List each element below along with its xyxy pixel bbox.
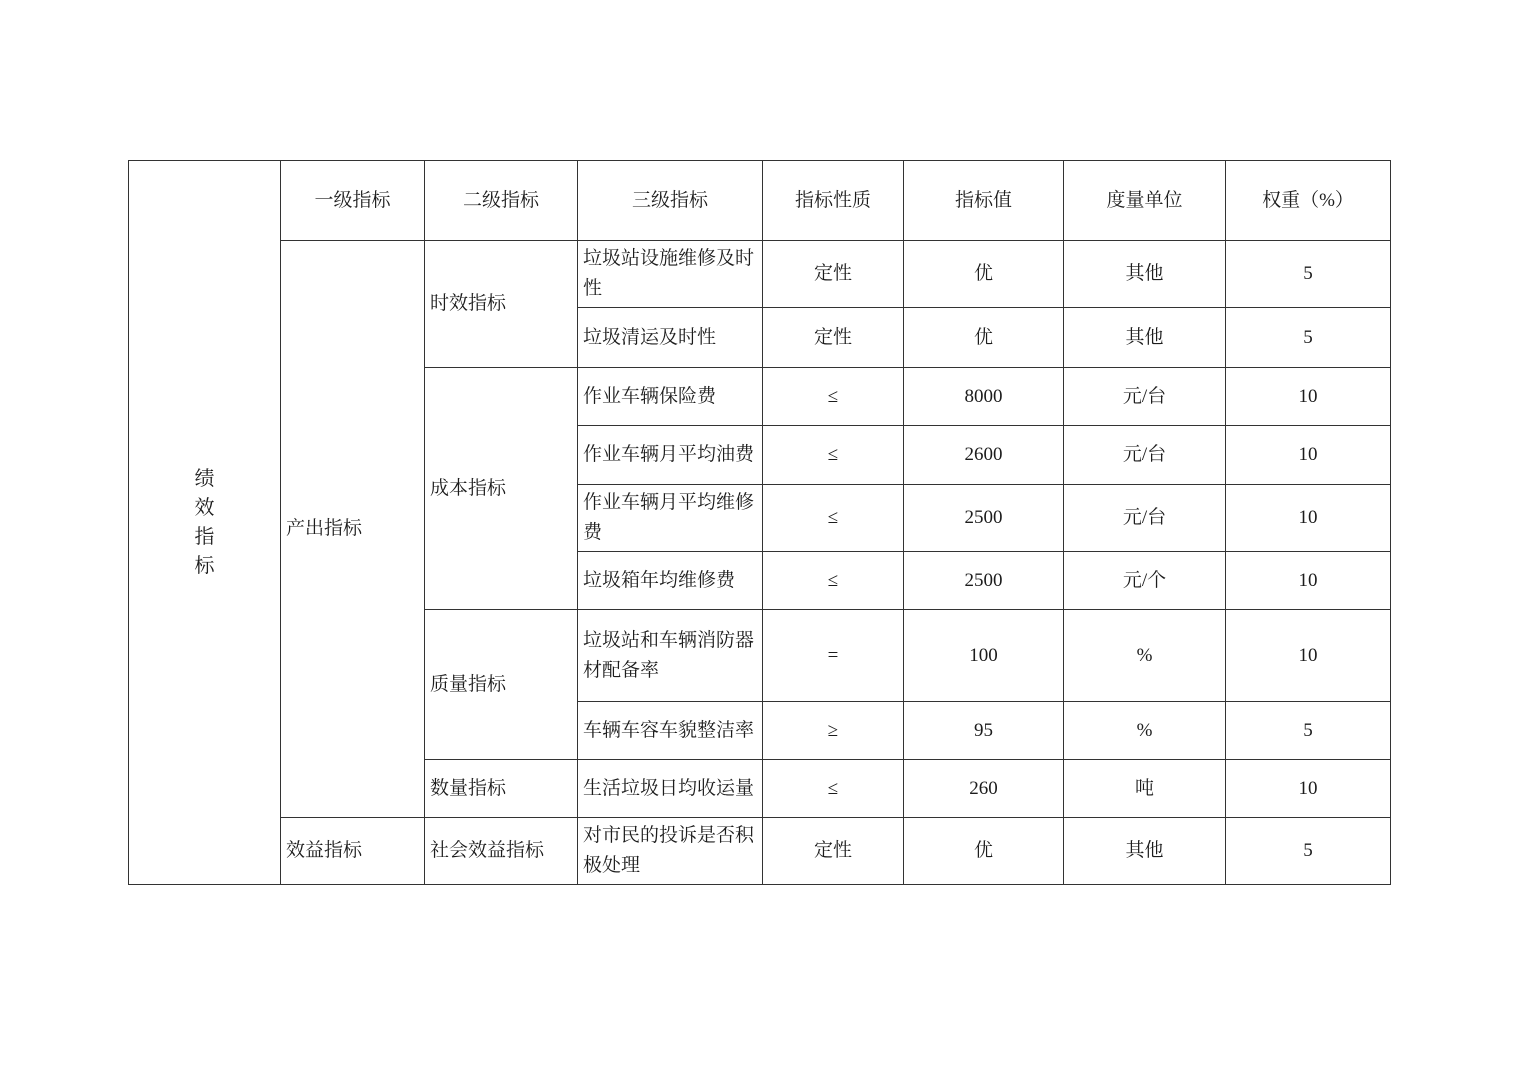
cell-value: 2600 xyxy=(904,426,1064,485)
cell-nature: = xyxy=(763,610,904,702)
cell-value: 2500 xyxy=(904,485,1064,552)
cell-unit: 元/个 xyxy=(1064,552,1226,610)
cell-nature: ≥ xyxy=(763,702,904,760)
cell-level2: 时效指标 xyxy=(425,241,578,368)
header-cell-value: 指标值 xyxy=(904,161,1064,241)
header-cell-weight: 权重（%） xyxy=(1226,161,1391,241)
cell-nature: 定性 xyxy=(763,308,904,368)
cell-weight: 5 xyxy=(1226,818,1391,885)
cell-value: 优 xyxy=(904,241,1064,308)
indicator-table-body xyxy=(129,161,1391,885)
cell-value: 优 xyxy=(904,308,1064,368)
cell-value: 优 xyxy=(904,818,1064,885)
cell-level3: 车辆车容车貌整洁率 xyxy=(578,702,763,760)
cell-unit: 其他 xyxy=(1064,818,1226,885)
cell-weight: 10 xyxy=(1226,485,1391,552)
cell-nature: ≤ xyxy=(763,552,904,610)
cell-level1: 产出指标 xyxy=(281,241,425,818)
cell-unit: 元/台 xyxy=(1064,368,1226,426)
cell-unit: % xyxy=(1064,610,1226,702)
cell-weight: 10 xyxy=(1226,426,1391,485)
group-label-cell xyxy=(129,161,281,885)
cell-level3: 垃圾清运及时性 xyxy=(578,308,763,368)
cell-nature: ≤ xyxy=(763,426,904,485)
performance-indicator-table xyxy=(128,160,1391,885)
cell-level3: 垃圾站设施维修及时性 xyxy=(578,241,763,308)
cell-nature: 定性 xyxy=(763,818,904,885)
cell-unit: 其他 xyxy=(1064,241,1226,308)
cell-value: 95 xyxy=(904,702,1064,760)
cell-level3: 作业车辆月平均维修费 xyxy=(578,485,763,552)
cell-level2: 质量指标 xyxy=(425,610,578,760)
header-row xyxy=(129,161,1391,241)
cell-weight: 5 xyxy=(1226,308,1391,368)
cell-value: 100 xyxy=(904,610,1064,702)
header-cell-level2: 二级指标 xyxy=(425,161,578,241)
header-cell-level1: 一级指标 xyxy=(281,161,425,241)
cell-weight: 10 xyxy=(1226,552,1391,610)
cell-unit: 元/台 xyxy=(1064,485,1226,552)
cell-unit: 吨 xyxy=(1064,760,1226,818)
cell-level3: 生活垃圾日均收运量 xyxy=(578,760,763,818)
cell-level2: 社会效益指标 xyxy=(425,818,578,885)
cell-unit: % xyxy=(1064,702,1226,760)
cell-level3: 垃圾站和车辆消防器材配备率 xyxy=(578,610,763,702)
cell-level3: 垃圾箱年均维修费 xyxy=(578,552,763,610)
cell-value: 2500 xyxy=(904,552,1064,610)
cell-weight: 5 xyxy=(1226,241,1391,308)
cell-nature: ≤ xyxy=(763,368,904,426)
header-cell-nature: 指标性质 xyxy=(763,161,904,241)
cell-weight: 10 xyxy=(1226,760,1391,818)
group-label: 绩效指标 xyxy=(194,467,215,577)
cell-level3: 对市民的投诉是否积极处理 xyxy=(578,818,763,885)
cell-level3: 作业车辆保险费 xyxy=(578,368,763,426)
cell-nature: 定性 xyxy=(763,241,904,308)
cell-level2: 成本指标 xyxy=(425,368,578,610)
cell-level1: 效益指标 xyxy=(281,818,425,885)
cell-unit: 元/台 xyxy=(1064,426,1226,485)
cell-weight: 10 xyxy=(1226,610,1391,702)
cell-value: 8000 xyxy=(904,368,1064,426)
cell-nature: ≤ xyxy=(763,760,904,818)
cell-level2: 数量指标 xyxy=(425,760,578,818)
table-row xyxy=(129,818,1391,885)
table-row xyxy=(129,241,1391,308)
cell-unit: 其他 xyxy=(1064,308,1226,368)
cell-value: 260 xyxy=(904,760,1064,818)
header-cell-level3: 三级指标 xyxy=(578,161,763,241)
cell-weight: 5 xyxy=(1226,702,1391,760)
cell-level3: 作业车辆月平均油费 xyxy=(578,426,763,485)
header-cell-unit: 度量单位 xyxy=(1064,161,1226,241)
cell-weight: 10 xyxy=(1226,368,1391,426)
cell-nature: ≤ xyxy=(763,485,904,552)
